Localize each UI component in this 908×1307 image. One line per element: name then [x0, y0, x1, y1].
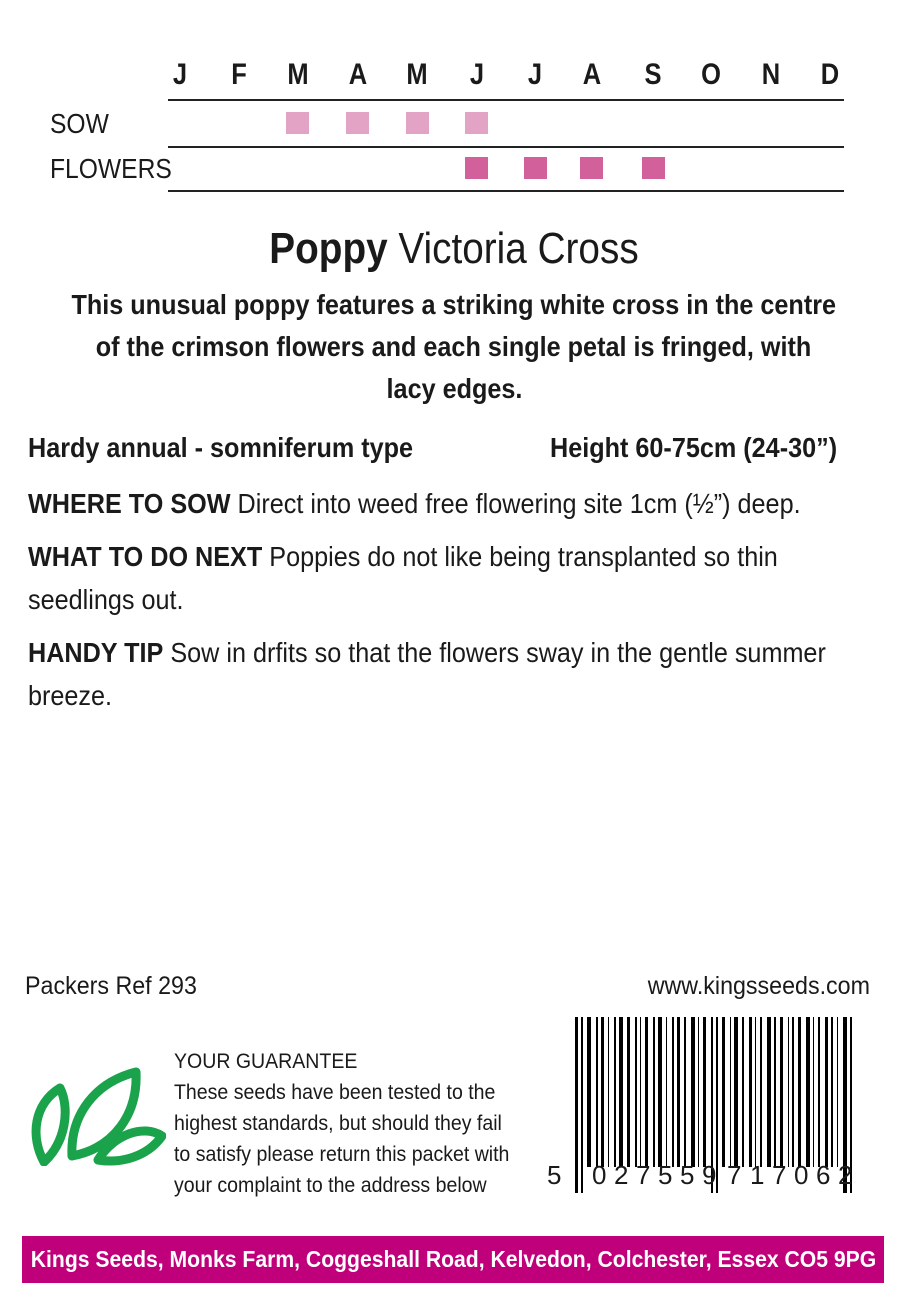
- section-text: Direct into weed free flowering site 1cm (½”) deep.: [237, 488, 801, 519]
- barcode-bar: [608, 1017, 609, 1167]
- sow-march-marker: [286, 112, 309, 134]
- barcode-bar: [749, 1017, 752, 1167]
- barcode-digit: 7: [636, 1160, 651, 1190]
- barcode-bar: [825, 1017, 828, 1167]
- section-heading: WHAT TO DO NEXT: [28, 541, 263, 572]
- month-label: J: [469, 58, 485, 91]
- guarantee-line: your complaint to the address below: [174, 1174, 487, 1197]
- flowers-august-marker: [580, 157, 603, 179]
- barcode-digit: 0: [794, 1160, 809, 1190]
- flowers-july-marker: [524, 157, 547, 179]
- barcode-bar: [587, 1017, 591, 1167]
- barcode-bar: [788, 1017, 789, 1167]
- sow-june-marker: [465, 112, 488, 134]
- barcode-bar: [837, 1017, 838, 1167]
- month-label: N: [761, 58, 781, 91]
- month-label: M: [287, 58, 309, 91]
- barcode-digit: 5: [680, 1160, 695, 1190]
- plant-type: Hardy annual - somniferum type: [28, 432, 414, 463]
- guarantee-line: These seeds have been tested to the: [174, 1081, 496, 1104]
- barcode-digit: 7: [772, 1160, 787, 1190]
- barcode-bar: [645, 1017, 648, 1167]
- barcode-bar: [767, 1017, 771, 1167]
- barcode-bar: [792, 1017, 794, 1167]
- month-label: A: [348, 58, 368, 91]
- what-to-do-next-section: [28, 535, 888, 621]
- barcode-bar: [813, 1017, 814, 1167]
- month-label: F: [231, 58, 247, 91]
- month-label: A: [582, 58, 602, 91]
- barcode-bar: [698, 1017, 699, 1167]
- flowers-september-marker: [642, 157, 665, 179]
- barcode-bar: [601, 1017, 604, 1167]
- calendar-divider: [168, 99, 844, 101]
- barcode-bar: [734, 1017, 738, 1167]
- barcode-bar: [596, 1017, 598, 1167]
- description-line: lacy edges.: [386, 373, 522, 404]
- barcode-bar: [818, 1017, 820, 1167]
- barcode-digit: 5: [547, 1160, 562, 1190]
- barcode-bar: [760, 1017, 762, 1167]
- month-label: S: [644, 58, 662, 91]
- barcode-digit: 5: [658, 1160, 673, 1190]
- guarantee-title: YOUR GUARANTEE: [174, 1050, 358, 1073]
- barcode-bar: [672, 1017, 674, 1167]
- barcode-digit: 6: [816, 1160, 831, 1190]
- barcode-bar: [677, 1017, 680, 1167]
- month-label: D: [820, 58, 840, 91]
- guarantee-line: highest standards, but should they fail: [174, 1112, 502, 1135]
- barcode-bar: [703, 1017, 706, 1167]
- leaves-logo-icon: [26, 1066, 166, 1166]
- barcode-bar: [640, 1017, 641, 1167]
- barcode-digit: 2: [838, 1160, 853, 1190]
- handy-tip-section: [28, 631, 888, 717]
- barcode-digit: 9: [702, 1160, 717, 1190]
- barcode-bar: [722, 1017, 725, 1167]
- barcode-bar: [806, 1017, 810, 1167]
- calendar-divider: [168, 146, 844, 148]
- month-label: O: [701, 58, 721, 91]
- month-label: J: [172, 58, 188, 91]
- month-label: M: [406, 58, 428, 91]
- barcode-bar: [742, 1017, 744, 1167]
- guarantee-block: [174, 1046, 565, 1201]
- month-label: J: [527, 58, 543, 91]
- description-line: of the crimson flowers and each single petal is fringed, with: [96, 331, 812, 362]
- description-line: This unusual poppy features a striking white cross in the centre: [71, 289, 837, 320]
- product-description: [22, 284, 886, 410]
- section-heading: WHERE TO SOW: [28, 488, 231, 519]
- barcode-bar: [666, 1017, 667, 1167]
- barcode-bar: [581, 1017, 583, 1193]
- barcode-bar: [691, 1017, 695, 1167]
- product-name: Poppy: [269, 224, 388, 273]
- barcode-bar: [831, 1017, 833, 1167]
- barcode-digit: 0: [592, 1160, 607, 1190]
- product-variety: Victoria Cross: [398, 224, 639, 273]
- website-link[interactable]: www.kingsseeds.com: [647, 972, 870, 1000]
- where-to-sow-section: [28, 482, 888, 525]
- flowers-june-marker: [465, 157, 488, 179]
- barcode-bar: [730, 1017, 731, 1167]
- calendar-divider: [168, 190, 844, 192]
- plant-height: Height 60-75cm (24-30”): [550, 432, 838, 463]
- barcode-digit: 7: [727, 1160, 742, 1190]
- barcode-digit: 1: [750, 1160, 765, 1190]
- barcode-digit: 2: [614, 1160, 629, 1190]
- footer-address: Kings Seeds, Monks Farm, Coggeshall Road, Kelvedon, Colchester, Essex CO5 9PG: [30, 1246, 876, 1272]
- section-text: Poppies do not like being transplanted so thin seedlings out.: [28, 541, 778, 615]
- barcode-bar: [755, 1017, 756, 1167]
- footer-address-bar: [22, 1236, 884, 1283]
- barcode-bar: [619, 1017, 623, 1167]
- section-heading: HANDY TIP: [28, 637, 164, 668]
- barcode-bar: [658, 1017, 662, 1167]
- barcode-bar: [614, 1017, 616, 1167]
- section-text: Sow in drfits so that the flowers sway in the gentle summer breeze.: [28, 637, 826, 711]
- barcode-bar: [774, 1017, 776, 1167]
- guarantee-line: to satisfy please return this packet with: [174, 1143, 510, 1166]
- barcode-bar: [780, 1017, 783, 1167]
- barcode-bar: [575, 1017, 578, 1193]
- product-title: [54, 224, 853, 274]
- barcode-bar: [798, 1017, 801, 1167]
- barcode-bar: [684, 1017, 686, 1167]
- barcode-bar: [635, 1017, 637, 1167]
- sow-may-marker: [406, 112, 429, 134]
- barcode-bar: [653, 1017, 655, 1167]
- barcode-bar: [627, 1017, 630, 1167]
- flowers-row-label: FLOWERS: [50, 153, 172, 184]
- packers-ref: Packers Ref 293: [25, 972, 197, 1000]
- sow-april-marker: [346, 112, 369, 134]
- sow-row-label: SOW: [50, 108, 109, 139]
